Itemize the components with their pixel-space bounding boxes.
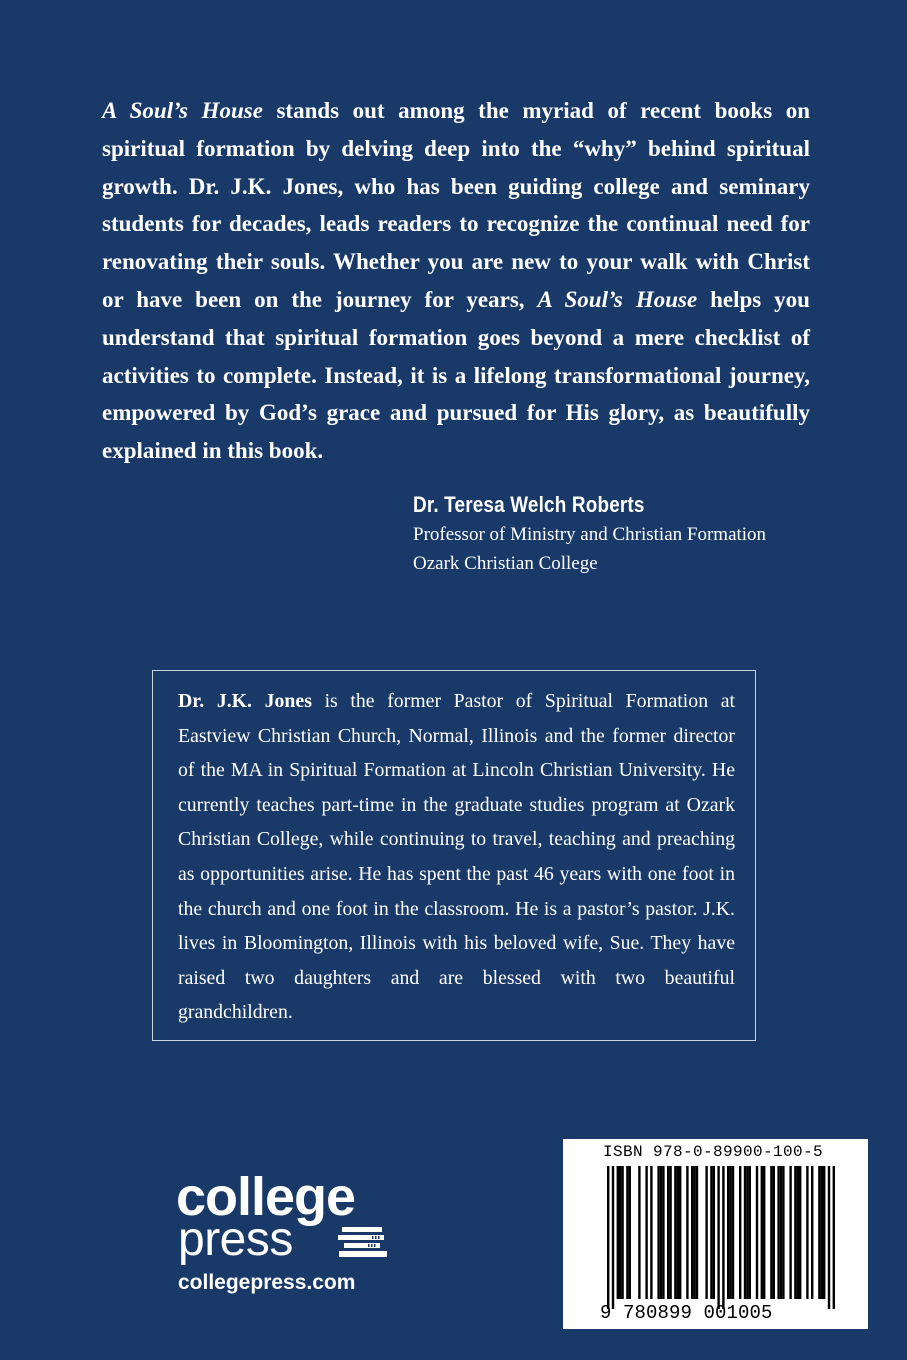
barcode-bar: [756, 1166, 758, 1299]
barcode-bar: [674, 1166, 676, 1299]
barcode-bar: [773, 1166, 775, 1299]
barcode-bar: [626, 1166, 628, 1299]
barcode-bar: [629, 1166, 631, 1299]
endorsement-text: stands out among the myriad of recent books on spiritual formation by delving deep into the “why” behind spiritual growth. Dr. J.K. Jones, who has been guiding college and seminary students for decades, leads readers to recognize the continual need for renovating their souls. Whether you are new to your walk with Christ or have been on the journey for years,: [102, 98, 810, 312]
barcode-bar: [722, 1166, 724, 1309]
endorsement-text: helps you understand that spiritual formation goes beyond a mere checklist of activities to complete. Instead, it is a lifelong transformational journey, empowered by God’s grace and pursued for His glory, as beautifully explained in this book.: [102, 286, 810, 464]
endorser-title: Professor of Ministry and Christian Formation: [413, 524, 767, 545]
barcode-bar: [770, 1166, 772, 1299]
books-icon: [338, 1227, 388, 1259]
barcode-bar: [818, 1166, 820, 1299]
barcode-bar: [650, 1166, 652, 1299]
endorser-institution: Ozark Christian College: [413, 553, 598, 574]
barcode-bar: [833, 1166, 835, 1309]
barcode-bar: [794, 1166, 796, 1299]
barcode-bar: [761, 1166, 763, 1299]
barcode: [563, 1139, 868, 1329]
barcode-bar: [638, 1166, 640, 1299]
barcode-bar: [789, 1166, 791, 1299]
barcode-bar: [657, 1166, 659, 1299]
barcode-bar: [662, 1166, 664, 1299]
barcode-bar: [667, 1166, 669, 1299]
isbn-label: ISBN 978-0-89900-100-5: [603, 1143, 824, 1161]
barcode-bar: [693, 1166, 695, 1299]
logo-word-press: press: [178, 1213, 293, 1266]
barcode-bar: [780, 1166, 782, 1299]
endorser-attribution: [413, 490, 833, 578]
logo-word-college: college: [176, 1167, 356, 1227]
barcode-bar: [739, 1166, 741, 1299]
author-bio-text: is the former Pastor of Spiritual Formation at Eastview Christian Church, Normal, Illinois and the former director of the MA in Spiritual Formation at Lincoln Christian University. He currently teaches part-time in the graduate studies program at Ozark Christian College, while continuing to travel, teaching and preaching as opportunities arise. He has spent the past 46 years with one foot in the church and one foot in the classroom. He is a pastor’s pastor. J.K. lives in Bloomington, Illinois with his beloved wife, Sue. They have raised two daughters and are blessed with two beautiful grandchildren.: [178, 690, 735, 1024]
ean-digits: 9 780899 001005: [600, 1302, 773, 1324]
barcode-bar: [811, 1166, 813, 1299]
barcode-bar: [645, 1166, 647, 1299]
isbn-barcode-box: [563, 1139, 868, 1329]
barcode-bar: [669, 1166, 671, 1299]
barcode-bar: [744, 1166, 746, 1299]
barcode-bar: [749, 1166, 751, 1299]
barcode-bar: [746, 1166, 748, 1299]
barcode-bar: [705, 1166, 707, 1299]
barcode-bar: [797, 1166, 799, 1299]
publisher-logo: [176, 1167, 406, 1300]
author-bio: [178, 684, 735, 1030]
barcode-bar: [727, 1166, 729, 1299]
barcode-bar: [691, 1166, 693, 1299]
endorsement-quote: [102, 92, 810, 470]
author-name: Dr. J.K. Jones: [178, 690, 312, 712]
barcode-bar: [732, 1166, 734, 1299]
barcode-bar: [612, 1166, 614, 1309]
book-title: A Soul’s House: [102, 98, 263, 123]
barcode-bar: [729, 1166, 731, 1299]
publisher-url[interactable]: collegepress.com: [178, 1271, 356, 1294]
barcode-bar: [806, 1166, 808, 1299]
barcode-bar: [823, 1166, 825, 1299]
barcode-bar: [621, 1166, 623, 1299]
barcode-bar: [677, 1166, 679, 1299]
book-title: A Soul’s House: [537, 286, 698, 312]
barcode-bar: [828, 1166, 830, 1309]
barcode-bar: [799, 1166, 801, 1299]
author-bio-box: [152, 670, 756, 1041]
barcode-bar: [710, 1166, 712, 1299]
barcode-bar: [717, 1166, 719, 1309]
barcode-bar: [782, 1166, 784, 1299]
barcode-bar: [660, 1166, 662, 1299]
barcode-bar: [617, 1166, 619, 1299]
barcode-bar: [821, 1166, 823, 1299]
barcode-bar: [607, 1166, 609, 1309]
barcode-bar: [763, 1166, 765, 1299]
barcode-bar: [696, 1166, 698, 1299]
barcode-bar: [679, 1166, 681, 1299]
barcode-bar: [619, 1166, 621, 1299]
barcode-bar: [713, 1166, 715, 1299]
barcode-bar: [777, 1166, 779, 1299]
endorser-name: Dr. Teresa Welch Roberts: [413, 492, 645, 517]
barcode-bar: [686, 1166, 688, 1299]
